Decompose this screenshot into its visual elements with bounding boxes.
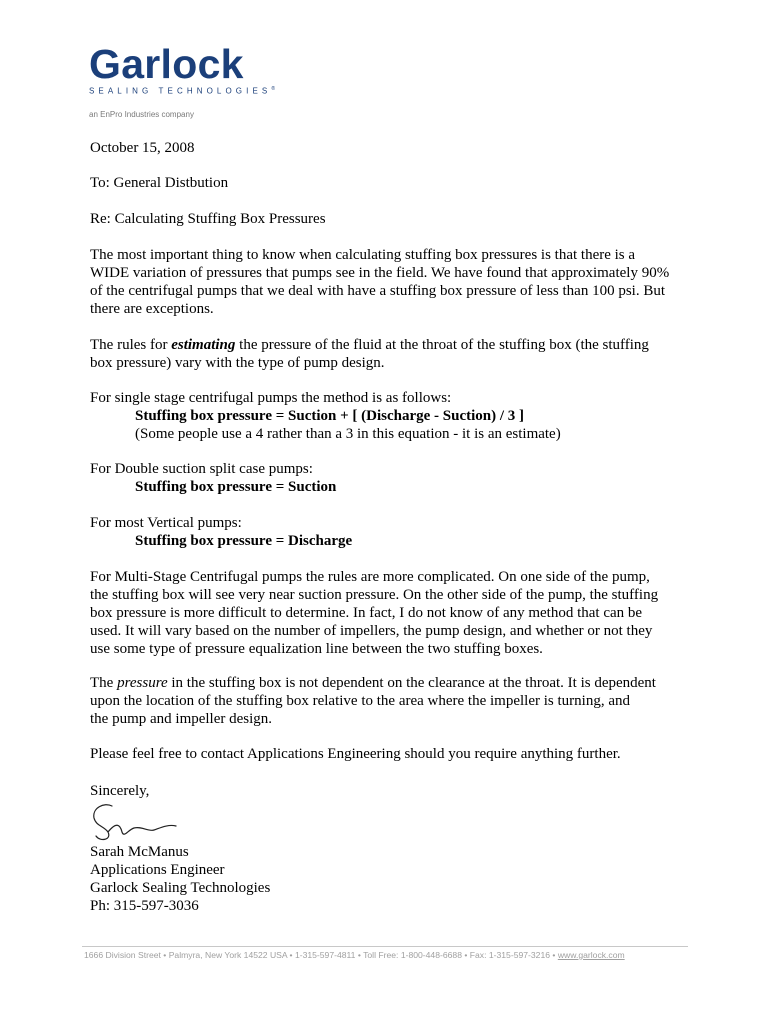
intro-paragraph <box>90 246 690 318</box>
rules-text: The rules for <box>90 337 172 353</box>
intro-line: there are exceptions. <box>90 301 214 317</box>
valediction: Sincerely, <box>90 783 150 799</box>
multistage-line: the stuffing box will see very near suction pressure. On the other side of the pump, the stuffing <box>90 587 659 603</box>
footer-divider <box>82 946 688 947</box>
single-stage-note: (Some people use a 4 rather than a 3 in this equation - it is an estimate) <box>135 426 561 442</box>
footer-contact <box>84 950 625 960</box>
pressure-line: upon the location of the stuffing box relative to the area where the impeller is turning, and <box>90 693 630 709</box>
double-suction-formula: Stuffing box pressure = Suction <box>135 479 337 495</box>
signer-block <box>90 843 690 915</box>
intro-line: of the centrifugal pumps that we deal with have a stuffing box pressure of less than 100 psi. But <box>90 283 666 299</box>
intro-line: WIDE variation of pressures that pumps see in the field. We have found that approximately 90% <box>90 265 670 281</box>
signer-phone: Ph: 315-597-3036 <box>90 898 199 914</box>
signer-title: Applications Engineer <box>90 862 225 878</box>
signer-name: Sarah McManus <box>90 844 189 860</box>
rules-text: the pressure of the fluid at the throat of the stuffing box (the stuffing <box>235 337 649 353</box>
logo-tagline-text: SEALING TECHNOLOGIES <box>89 86 272 96</box>
multistage-line: use some type of pressure equalization line between the two stuffing boxes. <box>90 641 543 657</box>
closing-line: Please feel free to contact Applications Engineering should you require anything further. <box>90 746 621 762</box>
pressure-line: the pump and impeller design. <box>90 711 273 727</box>
single-stage-intro: For single stage centrifugal pumps the method is as follows: <box>90 390 452 406</box>
multistage-line: For Multi-Stage Centrifugal pumps the rules are more complicated. On one side of the pump, <box>90 569 650 585</box>
emphasis-pressure: pressure <box>117 675 168 691</box>
multistage-line: used. It will vary based on the number of impellers, the pump design, and whether or not they <box>90 623 653 639</box>
pressure-line <box>90 674 690 692</box>
logo-tagline <box>89 86 289 96</box>
letter-date: October 15, 2008 <box>90 140 195 156</box>
registered-mark: ® <box>271 86 276 92</box>
double-suction-intro: For Double suction split case pumps: <box>90 461 313 477</box>
website-link[interactable]: www.garlock.com <box>557 950 625 960</box>
handwritten-signature <box>90 800 190 844</box>
recipient-line: To: General Distbution <box>90 175 229 191</box>
single-stage-formula: Stuffing box pressure = Suction + [ (Discharge - Suction) / 3 ] <box>135 408 525 424</box>
parent-company-line: an EnPro Industries company <box>89 110 194 119</box>
logo-wordmark: Garlock <box>89 41 244 87</box>
vertical-formula: Stuffing box pressure = Discharge <box>135 533 353 549</box>
multistage-line: box pressure is more difficult to determine. In fact, I do not know of any method that can be <box>90 605 643 621</box>
vertical-intro: For most Vertical pumps: <box>90 515 242 531</box>
footer-address: 1666 Division Street • Palmyra, New York 14522 USA • 1-315-597-4811 • Toll Free: 1-800-448-6688 • Fax: 1-315-597-3216 • <box>84 950 558 960</box>
rules-line: box pressure) vary with the type of pump design. <box>90 355 385 371</box>
rules-line <box>90 336 690 354</box>
rules-paragraph <box>90 336 690 372</box>
pressure-text: The <box>90 675 118 691</box>
subject-line: Re: Calculating Stuffing Box Pressures <box>90 211 326 227</box>
emphasis-estimating: estimating <box>171 337 236 353</box>
signer-company: Garlock Sealing Technologies <box>90 880 271 896</box>
multistage-paragraph <box>90 568 690 658</box>
intro-line: The most important thing to know when calculating stuffing box pressures is that there is a <box>90 247 636 263</box>
company-logo <box>89 41 289 96</box>
pressure-text: in the stuffing box is not dependent on the clearance at the throat. It is dependent <box>167 675 656 691</box>
pressure-paragraph <box>90 674 690 728</box>
